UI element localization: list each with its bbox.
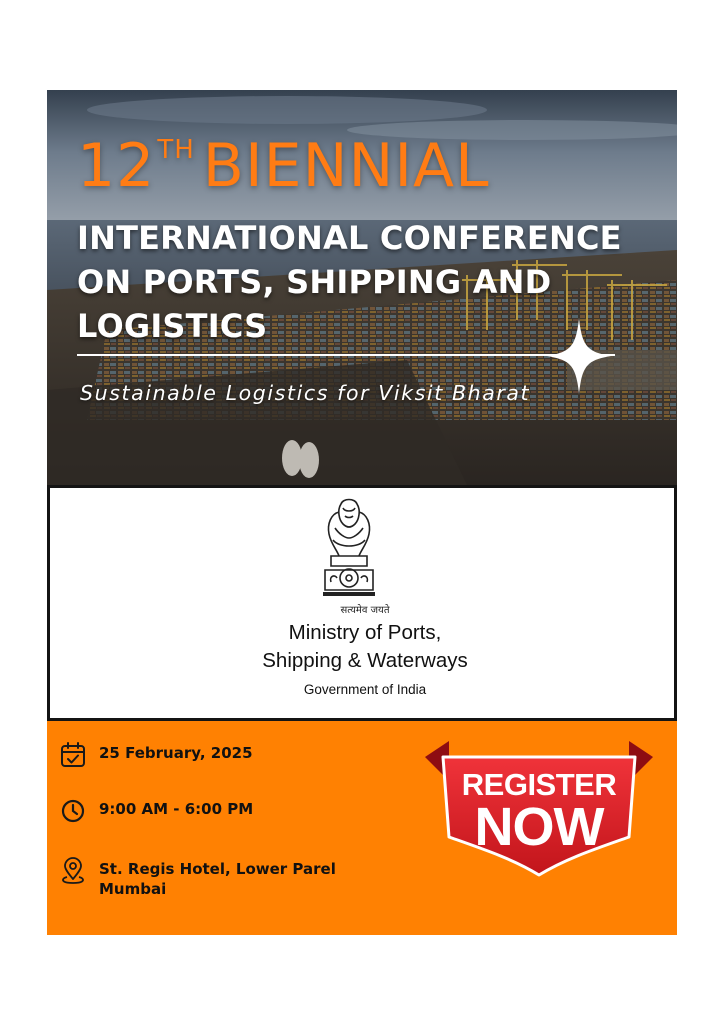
ministry-name: [50, 619, 680, 675]
event-time: 9:00 AM - 6:00 PM: [99, 800, 254, 818]
event-venue-line: St. Regis Hotel, Lower Parel: [99, 860, 336, 878]
conference-name-line: INTERNATIONAL CONFERENCE: [77, 219, 622, 257]
conference-tagline: Sustainable Logistics for Viksit Bharat: [80, 381, 531, 405]
conference-name-line: ON PORTS, SHIPPING AND: [77, 263, 552, 301]
edition-number: 12: [77, 131, 156, 201]
event-venue: [99, 859, 336, 899]
edition-suffix: TH: [157, 135, 195, 165]
ministry-box: [47, 485, 677, 721]
emblem-motto: सत्यमेव जयते: [340, 605, 390, 616]
hero-banner: [47, 90, 677, 485]
conference-edition-title: [77, 131, 490, 201]
government-label: Government of India: [303, 682, 427, 697]
event-time-row: [59, 797, 253, 825]
register-label: REGISTER: [461, 767, 617, 802]
event-details-panel: [47, 721, 677, 935]
ministry-name-line: Shipping & Waterways: [262, 649, 468, 672]
register-now-button[interactable]: [425, 741, 653, 881]
calendar-check-icon: [59, 741, 87, 769]
conference-name-line: LOGISTICS: [77, 307, 268, 345]
event-date: 25 February, 2025: [99, 744, 253, 762]
sparkle-icon: [547, 318, 611, 394]
clock-icon: [59, 797, 87, 825]
ministry-name-line: Ministry of Ports,: [288, 621, 442, 644]
now-label: NOW: [474, 797, 604, 857]
event-venue-line: Mumbai: [99, 880, 167, 898]
title-divider: [77, 354, 615, 356]
event-venue-row: [59, 857, 336, 899]
event-date-row: [59, 741, 253, 769]
location-pin-icon: [59, 857, 87, 885]
conference-poster: [47, 90, 677, 935]
edition-word: BIENNIAL: [202, 131, 490, 201]
state-emblem-icon: [317, 494, 381, 602]
